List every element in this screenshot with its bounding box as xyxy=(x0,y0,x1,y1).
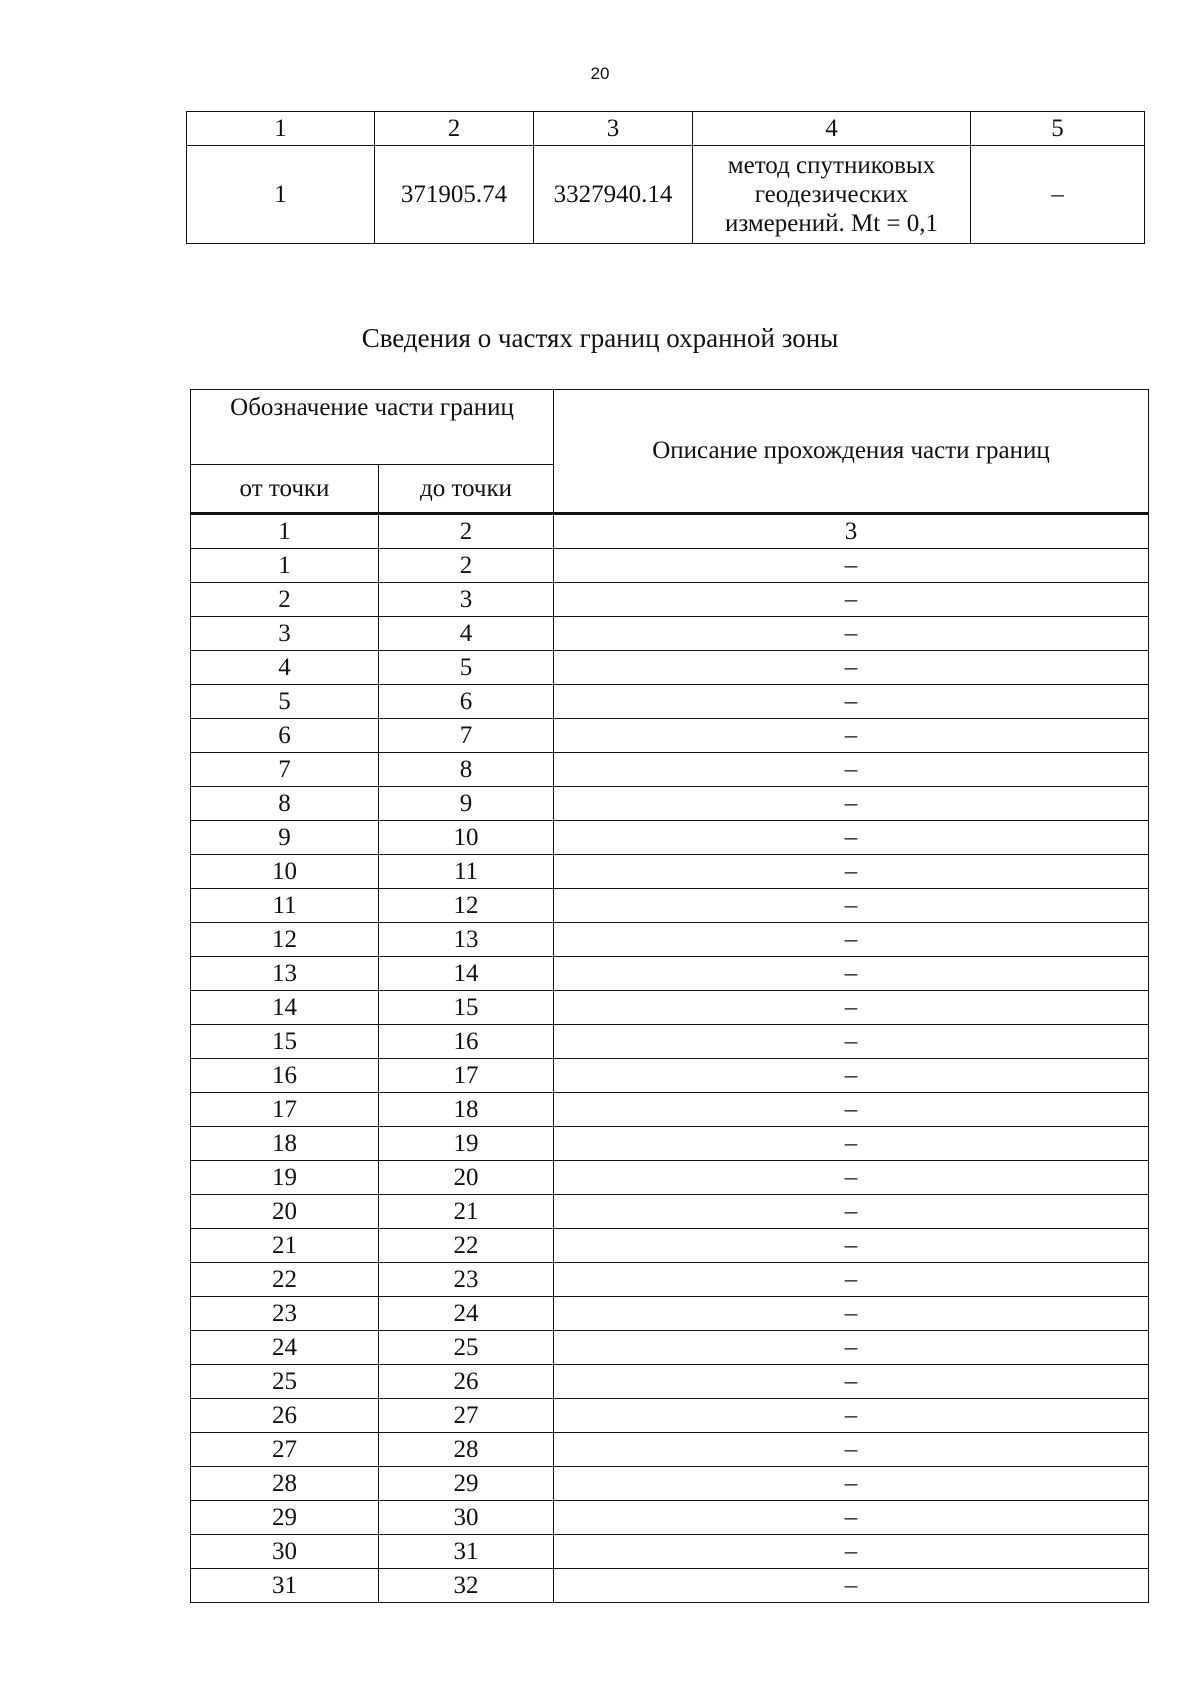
description-cell: – xyxy=(554,1365,1149,1399)
from-point-cell: 10 xyxy=(191,855,379,889)
to-point-cell: 6 xyxy=(379,685,554,719)
description-cell: – xyxy=(554,923,1149,957)
description-cell: – xyxy=(554,1093,1149,1127)
description-cell: – xyxy=(554,1433,1149,1467)
table-row xyxy=(191,1059,1149,1093)
section-title: Сведения о частях границ охранной зоны xyxy=(361,323,839,353)
table-row xyxy=(191,991,1149,1025)
table-row xyxy=(187,146,1145,244)
to-point-cell: 10 xyxy=(379,821,554,855)
table-row xyxy=(191,1535,1149,1569)
table-row xyxy=(191,1433,1149,1467)
table-row xyxy=(191,685,1149,719)
from-point-cell: 3 xyxy=(191,617,379,651)
from-point-cell: 5 xyxy=(191,685,379,719)
to-point-cell: 16 xyxy=(379,1025,554,1059)
from-point-cell: 23 xyxy=(191,1297,379,1331)
description-cell: – xyxy=(554,1263,1149,1297)
boundary-parts-table xyxy=(190,389,1149,1603)
table-row xyxy=(191,1161,1149,1195)
column-number-row xyxy=(187,112,1145,146)
description-cell: – xyxy=(554,1569,1149,1603)
to-point-cell: 27 xyxy=(379,1399,554,1433)
to-point-cell: 15 xyxy=(379,991,554,1025)
description-cell: – xyxy=(554,719,1149,753)
description-cell: – xyxy=(554,1025,1149,1059)
table-row xyxy=(191,821,1149,855)
table-row xyxy=(191,1025,1149,1059)
to-point-cell: 5 xyxy=(379,651,554,685)
to-point-cell: 21 xyxy=(379,1195,554,1229)
parts-table-body xyxy=(191,549,1149,1603)
to-point-cell: 24 xyxy=(379,1297,554,1331)
table-row xyxy=(191,923,1149,957)
table-row xyxy=(191,583,1149,617)
column-number: 1 xyxy=(191,514,379,549)
method-line: метод спутниковых xyxy=(727,152,936,179)
column-number: 5 xyxy=(971,112,1145,146)
to-point-cell: 18 xyxy=(379,1093,554,1127)
description-cell: – xyxy=(554,1195,1149,1229)
table-row xyxy=(191,549,1149,583)
table-row xyxy=(191,855,1149,889)
table-row xyxy=(191,1467,1149,1501)
from-point-cell: 22 xyxy=(191,1263,379,1297)
to-point-cell: 22 xyxy=(379,1229,554,1263)
description-cell: – xyxy=(554,583,1149,617)
table-row xyxy=(191,719,1149,753)
to-point-cell: 25 xyxy=(379,1331,554,1365)
x-coordinate: 371905.74 xyxy=(375,146,534,244)
to-point-cell: 8 xyxy=(379,753,554,787)
description-cell: – xyxy=(554,549,1149,583)
from-point-cell: 19 xyxy=(191,1161,379,1195)
table-row xyxy=(191,617,1149,651)
description-cell: – xyxy=(554,1161,1149,1195)
from-point-cell: 1 xyxy=(191,549,379,583)
to-point-cell: 23 xyxy=(379,1263,554,1297)
table-row xyxy=(191,1229,1149,1263)
from-point-cell: 31 xyxy=(191,1569,379,1603)
from-point-cell: 4 xyxy=(191,651,379,685)
description-cell: – xyxy=(554,1297,1149,1331)
to-point-cell: 9 xyxy=(379,787,554,821)
to-point-cell: 32 xyxy=(379,1569,554,1603)
from-point-cell: 11 xyxy=(191,889,379,923)
description-cell: – xyxy=(554,991,1149,1025)
table-row xyxy=(191,1195,1149,1229)
from-point-cell: 2 xyxy=(191,583,379,617)
description-cell: – xyxy=(554,1535,1149,1569)
to-point-cell: 31 xyxy=(379,1535,554,1569)
description-cell: – xyxy=(554,1229,1149,1263)
method-line: геодезических xyxy=(754,181,909,208)
table-row xyxy=(191,1501,1149,1535)
table-row xyxy=(191,1331,1149,1365)
description-cell: – xyxy=(554,1501,1149,1535)
to-point-cell: 14 xyxy=(379,957,554,991)
table-row xyxy=(191,889,1149,923)
from-point-cell: 16 xyxy=(191,1059,379,1093)
to-point-cell: 28 xyxy=(379,1433,554,1467)
table-row xyxy=(191,787,1149,821)
to-point-cell: 3 xyxy=(379,583,554,617)
to-point-cell: 19 xyxy=(379,1127,554,1161)
description-cell: – xyxy=(554,855,1149,889)
from-point-cell: 17 xyxy=(191,1093,379,1127)
page-number: 20 xyxy=(590,64,610,83)
description-cell: – xyxy=(554,753,1149,787)
description-cell: – xyxy=(554,1331,1149,1365)
table-row xyxy=(191,1263,1149,1297)
to-point-cell: 30 xyxy=(379,1501,554,1535)
to-point-cell: 26 xyxy=(379,1365,554,1399)
from-point-cell: 14 xyxy=(191,991,379,1025)
to-point-cell: 11 xyxy=(379,855,554,889)
header-group-cell: Обозначение части границ xyxy=(191,390,554,465)
description-cell: – xyxy=(554,1059,1149,1093)
table-row xyxy=(191,1399,1149,1433)
from-point-cell: 29 xyxy=(191,1501,379,1535)
column-number: 4 xyxy=(693,112,971,146)
table-row xyxy=(191,753,1149,787)
header-row xyxy=(191,390,1149,465)
from-point-cell: 26 xyxy=(191,1399,379,1433)
to-point-cell: 4 xyxy=(379,617,554,651)
table-row xyxy=(191,1297,1149,1331)
from-point-cell: 25 xyxy=(191,1365,379,1399)
from-point-cell: 28 xyxy=(191,1467,379,1501)
from-point-cell: 20 xyxy=(191,1195,379,1229)
note-cell: – xyxy=(971,146,1145,244)
coordinates-table xyxy=(186,111,1145,244)
column-number: 3 xyxy=(554,514,1149,549)
from-point-cell: 9 xyxy=(191,821,379,855)
to-point-cell: 7 xyxy=(379,719,554,753)
from-point-cell: 13 xyxy=(191,957,379,991)
description-cell: – xyxy=(554,889,1149,923)
description-cell: – xyxy=(554,957,1149,991)
to-point-cell: 2 xyxy=(379,549,554,583)
description-cell: – xyxy=(554,1399,1149,1433)
description-cell: – xyxy=(554,1467,1149,1501)
table-row xyxy=(191,957,1149,991)
from-point-cell: 7 xyxy=(191,753,379,787)
description-cell: – xyxy=(554,1127,1149,1161)
header-description-cell: Описание прохождения части границ xyxy=(554,390,1149,514)
table-row xyxy=(191,1093,1149,1127)
table-row xyxy=(191,1569,1149,1603)
to-point-cell: 29 xyxy=(379,1467,554,1501)
to-point-cell: 13 xyxy=(379,923,554,957)
from-point-cell: 24 xyxy=(191,1331,379,1365)
column-number: 2 xyxy=(375,112,534,146)
column-number: 3 xyxy=(534,112,693,146)
from-point-cell: 21 xyxy=(191,1229,379,1263)
method-cell xyxy=(693,146,971,244)
description-cell: – xyxy=(554,685,1149,719)
y-coordinate: 3327940.14 xyxy=(534,146,693,244)
column-number: 1 xyxy=(187,112,375,146)
column-number: 2 xyxy=(379,514,554,549)
description-cell: – xyxy=(554,787,1149,821)
to-point-cell: 20 xyxy=(379,1161,554,1195)
header-to-cell: до точки xyxy=(379,465,554,514)
from-point-cell: 8 xyxy=(191,787,379,821)
from-point-cell: 12 xyxy=(191,923,379,957)
description-cell: – xyxy=(554,821,1149,855)
table-row xyxy=(191,651,1149,685)
table-row xyxy=(191,1127,1149,1161)
to-point-cell: 12 xyxy=(379,889,554,923)
description-cell: – xyxy=(554,651,1149,685)
to-point-cell: 17 xyxy=(379,1059,554,1093)
from-point-cell: 30 xyxy=(191,1535,379,1569)
point-number: 1 xyxy=(187,146,375,244)
from-point-cell: 15 xyxy=(191,1025,379,1059)
description-cell: – xyxy=(554,617,1149,651)
header-from-cell: от точки xyxy=(191,465,379,514)
from-point-cell: 27 xyxy=(191,1433,379,1467)
from-point-cell: 6 xyxy=(191,719,379,753)
method-line: измерений. Mt = 0,1 xyxy=(724,210,939,237)
column-number-row xyxy=(191,514,1149,549)
from-point-cell: 18 xyxy=(191,1127,379,1161)
table-row xyxy=(191,1365,1149,1399)
